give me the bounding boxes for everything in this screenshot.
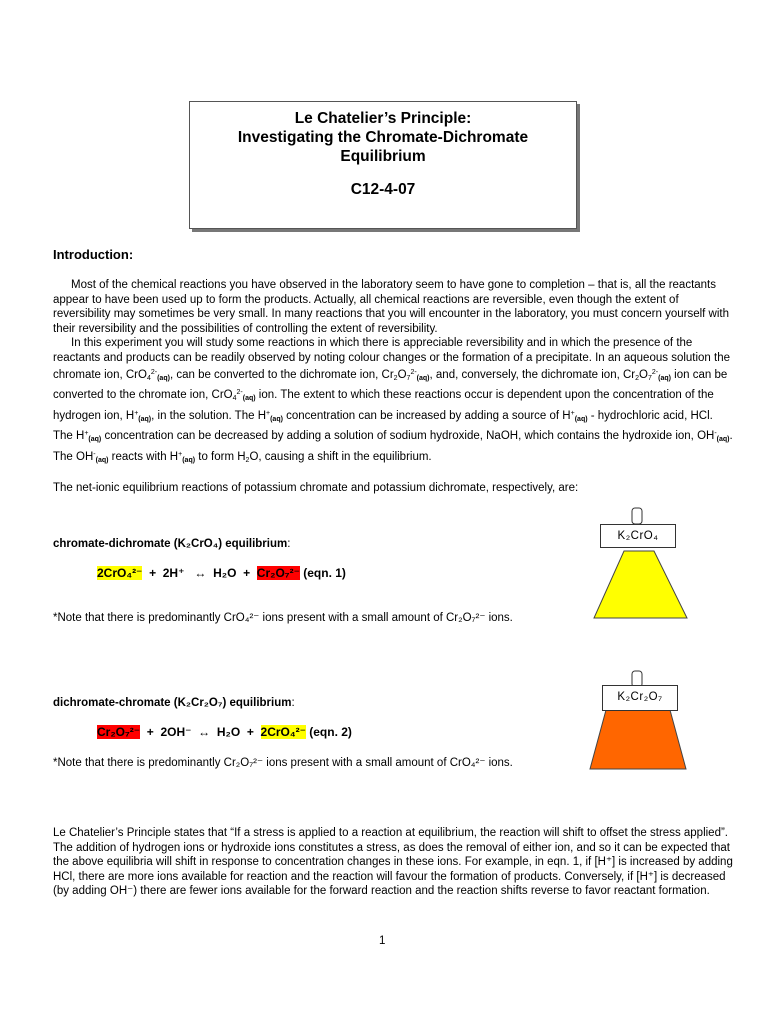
introduction-heading: Introduction: bbox=[53, 247, 134, 262]
paragraph-1: Most of the chemical reactions you have observed in the laboratory seem to have gone to completion – that is, all the reactants appear to have been used up to form the products. Actually, all chemical reactions are reversible, even though the extent of reversibility may sometimes be very small. In many reactions that you will encounter in the laboratory, you must concern yourself with their reversibility and the possibilities of controlling the extent of reversibility. bbox=[53, 279, 730, 335]
title-line-2: Investigating the Chromate-Dichromate bbox=[237, 129, 529, 146]
eqn2-label: dichromate-chromate (K₂Cr₂O₇) equilibrium: bbox=[53, 697, 295, 709]
eqn2-product: 2CrO₄²⁻ bbox=[260, 725, 306, 739]
paragraph-2: In this experiment you will study some reactions in which there is appreciable reversibility and in which the presence of the reactants and products can be readily observed by noting colour changes or the formation of a precipitate. In an aqueous solution the chromate ion, CrO$_4^{2-}$(aq), can be converted to the dichromate ion, $Cr_2O_7^{2-}(aq)$, and, conversely, the dichromate ion, $Cr_2O_7^{2-}(aq)$ ion can be converted to the chromate ion, CrO$_4^{2-}$(aq) ion. The extent to which these reactions occur is dependent upon the concentration of the hydrogen ion, H+(aq), in the solution. The H+(aq) concentration can be increased by adding a source of H+(aq) - hydrochloric acid, HCl. The H+(aq) concentration can be decreased by adding a solution of sodium hydroxide, NaOH, which contains the hydroxide ion, OH-(aq). The OH-(aq) reacts with H+(aq) to form $H_2O$, causing a shift in the equilibrium. bbox=[53, 337, 733, 464]
net-ionic-sentence: The net-ionic equilibrium reactions of potassium chromate and potassium dichromate, respectively, are: bbox=[53, 482, 579, 494]
eqn1-note: *Note that there is predominantly CrO₄²⁻ ions present with a small amount of Cr₂O₇²⁻ ions. bbox=[53, 612, 513, 624]
title-line-1: Le Chatelier’s Principle: bbox=[294, 110, 472, 127]
title-box bbox=[189, 101, 577, 229]
eqn1: 2CrO₄²⁻ + 2H⁺ ↔ H₂O + Cr₂O₇²⁻ (eqn. 1) bbox=[97, 566, 346, 580]
eqn2: Cr₂O₇²⁻ + 2OH⁻ ↔ H₂O + 2CrO₄²⁻ (eqn. 2) bbox=[97, 725, 352, 739]
flask-body-yellow bbox=[594, 551, 687, 618]
eqn1-label: chromate-dichromate (K₂CrO₄) equilibrium: bbox=[53, 538, 291, 550]
eqn1-reactant: 2CrO₄²⁻ bbox=[97, 566, 143, 580]
eqn2-reactant: Cr₂O₇²⁻ bbox=[97, 725, 141, 739]
document-code: C12-4-07 bbox=[350, 181, 416, 198]
title-line-3: Equilibrium bbox=[340, 148, 426, 165]
stopper-icon bbox=[632, 508, 642, 524]
flask-body-orange bbox=[590, 710, 686, 769]
eqn2-note: *Note that there is predominantly Cr₂O₇²⁻ ions present with a small amount of CrO₄²⁻ ions. bbox=[53, 757, 513, 769]
flask-k2cr2o7-illustration bbox=[588, 668, 688, 772]
eqn1-product: Cr₂O₇²⁻ bbox=[256, 566, 300, 580]
flask-2-label: K₂Cr₂O₇ bbox=[602, 685, 678, 711]
flask-k2cro4-illustration bbox=[590, 505, 690, 621]
intro-paragraph bbox=[53, 278, 733, 469]
page-number: 1 bbox=[379, 935, 386, 947]
flask-1-label: K₂CrO₄ bbox=[600, 524, 676, 548]
le-chatelier-paragraph: Le Chatelier’s Principle states that “If a stress is applied to a reaction at equilibrium, the reaction will shift to offset the stress applied”. The addition of hydrogen ions or hydroxide ions constitutes a stress, as does the removal of either ion, and so it can be expected that the above equilibria will shift in response to concentration changes in these ions. For example, in eqn. 1, if [H⁺] is increased by adding HCl, there are more ions available for reaction and the reaction will favour the formation of products. Conversely, if [H⁺] is decreased (by adding OH⁻) there are fewer ions available for the forward reaction and the reaction shifts reverse to favor reactant formation. bbox=[53, 827, 733, 898]
